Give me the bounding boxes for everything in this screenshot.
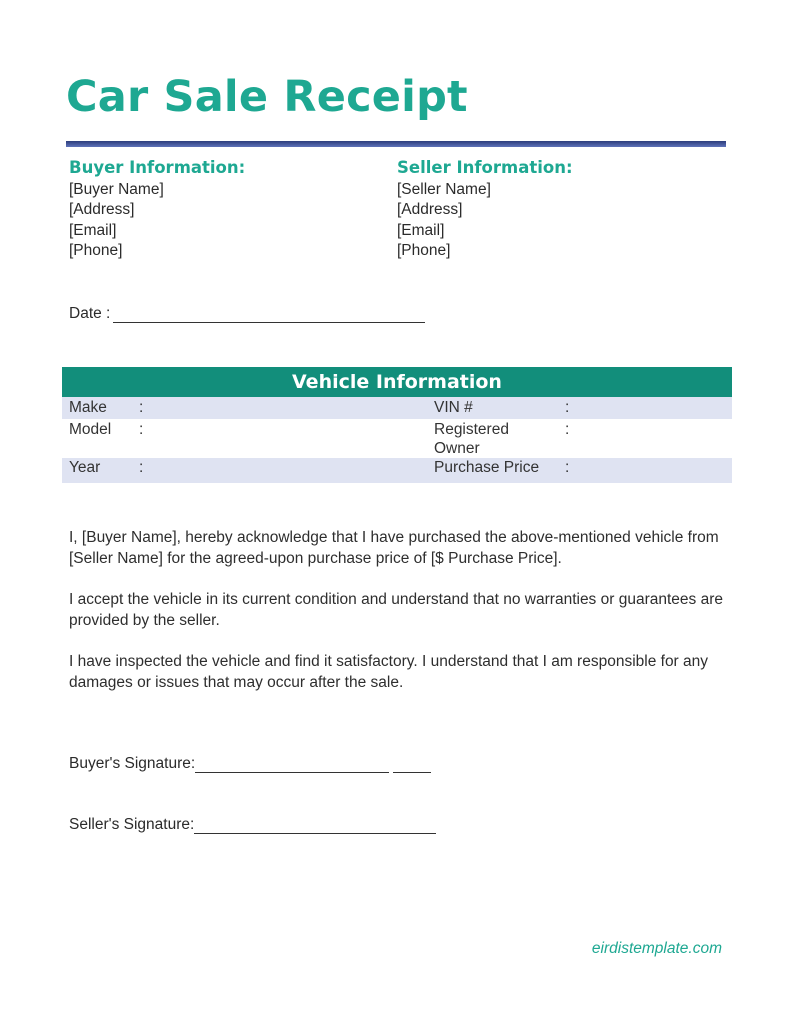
registered-owner-separator: : [565,421,570,438]
vehicle-row-model [62,419,732,458]
registered-owner-label-line2: Owner [434,440,480,457]
seller-email: [Email] [397,221,445,239]
vin-label: VIN # [434,399,473,416]
model-label: Model [69,421,112,438]
vehicle-row-year [62,458,732,483]
registered-owner-label-line1: Registered [434,421,509,438]
seller-address: [Address] [397,201,463,219]
buyer-signature-label: Buyer's Signature: [69,755,196,772]
purchase-price-separator: : [565,459,570,476]
inspection-paragraph: I have inspected the vehicle and find it satisfactory. I understand that I am responsible for any damages or issues that may occur after the sale. [69,653,709,691]
buyer-phone: [Phone] [69,242,123,260]
model-separator: : [139,421,144,438]
title-divider [66,141,726,147]
buyer-heading: Buyer Information: [69,158,246,177]
vehicle-information-heading: Vehicle Information [62,367,732,397]
vehicle-information-table [62,367,732,483]
seller-signature-line[interactable] [194,818,436,834]
condition-paragraph: I accept the vehicle in its current condition and understand that no warranties or guarantees are provided by the seller. [69,591,723,629]
vin-separator: : [565,399,570,416]
date-line[interactable] [113,307,425,323]
seller-phone: [Phone] [397,242,451,260]
buyer-information [69,158,245,262]
seller-heading: Seller Information: [397,158,573,177]
seller-signature-row [69,816,436,834]
make-label: Make [69,399,107,416]
year-label: Year [69,459,101,476]
date-label: Date : [69,305,111,322]
buyer-signature-line[interactable] [195,757,389,773]
acknowledgement-text [69,528,729,714]
purchase-price-label: Purchase Price [434,459,540,476]
buyer-email: [Email] [69,221,117,239]
purchase-acknowledgement-paragraph: I, [Buyer Name], hereby acknowledge that I have purchased the above-mentioned vehicle from [Seller Name] for the agreed-upon purchase price of [$ Purchase Price]. [69,529,719,567]
vehicle-row-make [62,397,732,419]
date-row [69,305,425,323]
buyer-signature-row [69,755,431,773]
footer-website: eirdistemplate.com [591,940,722,957]
buyer-address: [Address] [69,201,135,219]
seller-information [397,158,573,262]
page-title: Car Sale Receipt [66,72,468,122]
seller-signature-label: Seller's Signature: [69,816,195,833]
buyer-name: [Buyer Name] [69,180,164,198]
make-separator: : [139,399,144,416]
seller-name: [Seller Name] [397,180,491,198]
year-separator: : [139,459,144,476]
buyer-signature-line-extension[interactable] [393,757,431,773]
